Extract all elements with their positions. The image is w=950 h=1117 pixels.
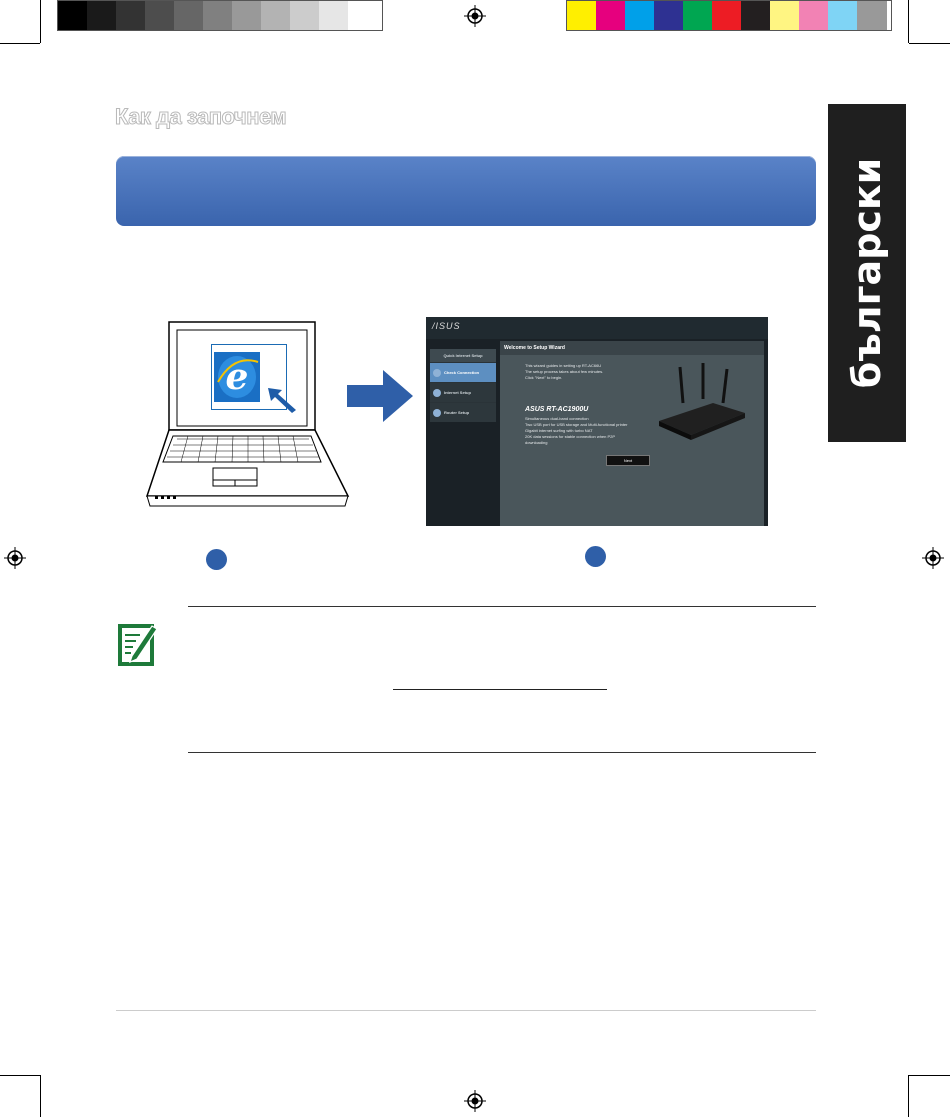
router-image [655,363,747,445]
crop-mark [40,0,41,43]
crop-mark [909,43,950,44]
arrow-right-icon [347,370,413,422]
step-icon [433,409,441,417]
registration-mark-icon [922,547,944,569]
crop-mark [40,1075,41,1117]
color-bar [566,0,892,31]
cursor-arrow-icon [266,386,298,414]
note-link-underline[interactable] [393,689,607,690]
step-icon [433,369,441,377]
nav-item-check-connection[interactable]: Check Connection [430,362,496,382]
router-model: ASUS RT-AC1900U [525,406,589,413]
internet-explorer-icon [214,352,260,402]
note-pencil-icon [116,618,158,668]
step-2-marker [585,546,606,567]
crop-mark [908,0,909,43]
registration-mark-icon [464,5,486,27]
wizard-nav-header: Quick Internet Setup [430,349,496,362]
language-tab [828,104,906,442]
grayscale-bar [57,0,383,31]
setup-wizard-screenshot [426,317,768,526]
crop-mark [0,43,40,44]
wizard-main [500,341,764,526]
note-bottom-rule [188,752,816,753]
wizard-nav [430,349,496,422]
nav-item-router-setup[interactable]: Router Setup [430,402,496,422]
router-features: Simultaneous dual-band connection Two USB port for USB storage and Multi-functional printer Gigabit internet surfing with turbo NAT 20K data sessions for stable connection when P2P downloading [525,416,628,445]
crop-mark [908,1075,909,1117]
next-button[interactable]: Next [606,455,650,466]
language-tab-label: български [845,157,889,389]
section-banner [116,156,816,226]
wizard-heading: Welcome to Setup Wizard [500,341,764,355]
crop-mark [0,1075,40,1076]
crop-mark [909,1075,950,1076]
registration-mark-icon [4,547,26,569]
note-top-rule [188,606,816,607]
step-icon [433,389,441,397]
asus-logo: /ISUS [432,321,461,331]
wizard-intro: This wizard guides in setting up RT-AC66U The setup process takes about few minutes. Click "Next" to begin. [525,363,604,380]
registration-mark-icon [464,1090,486,1112]
step-1-marker [206,549,227,570]
page-title: Как да започнем [115,104,287,129]
nav-item-internet-setup[interactable]: Internet Setup [430,382,496,402]
svg-text:e: e [225,356,249,398]
footer-rule [116,1010,816,1011]
